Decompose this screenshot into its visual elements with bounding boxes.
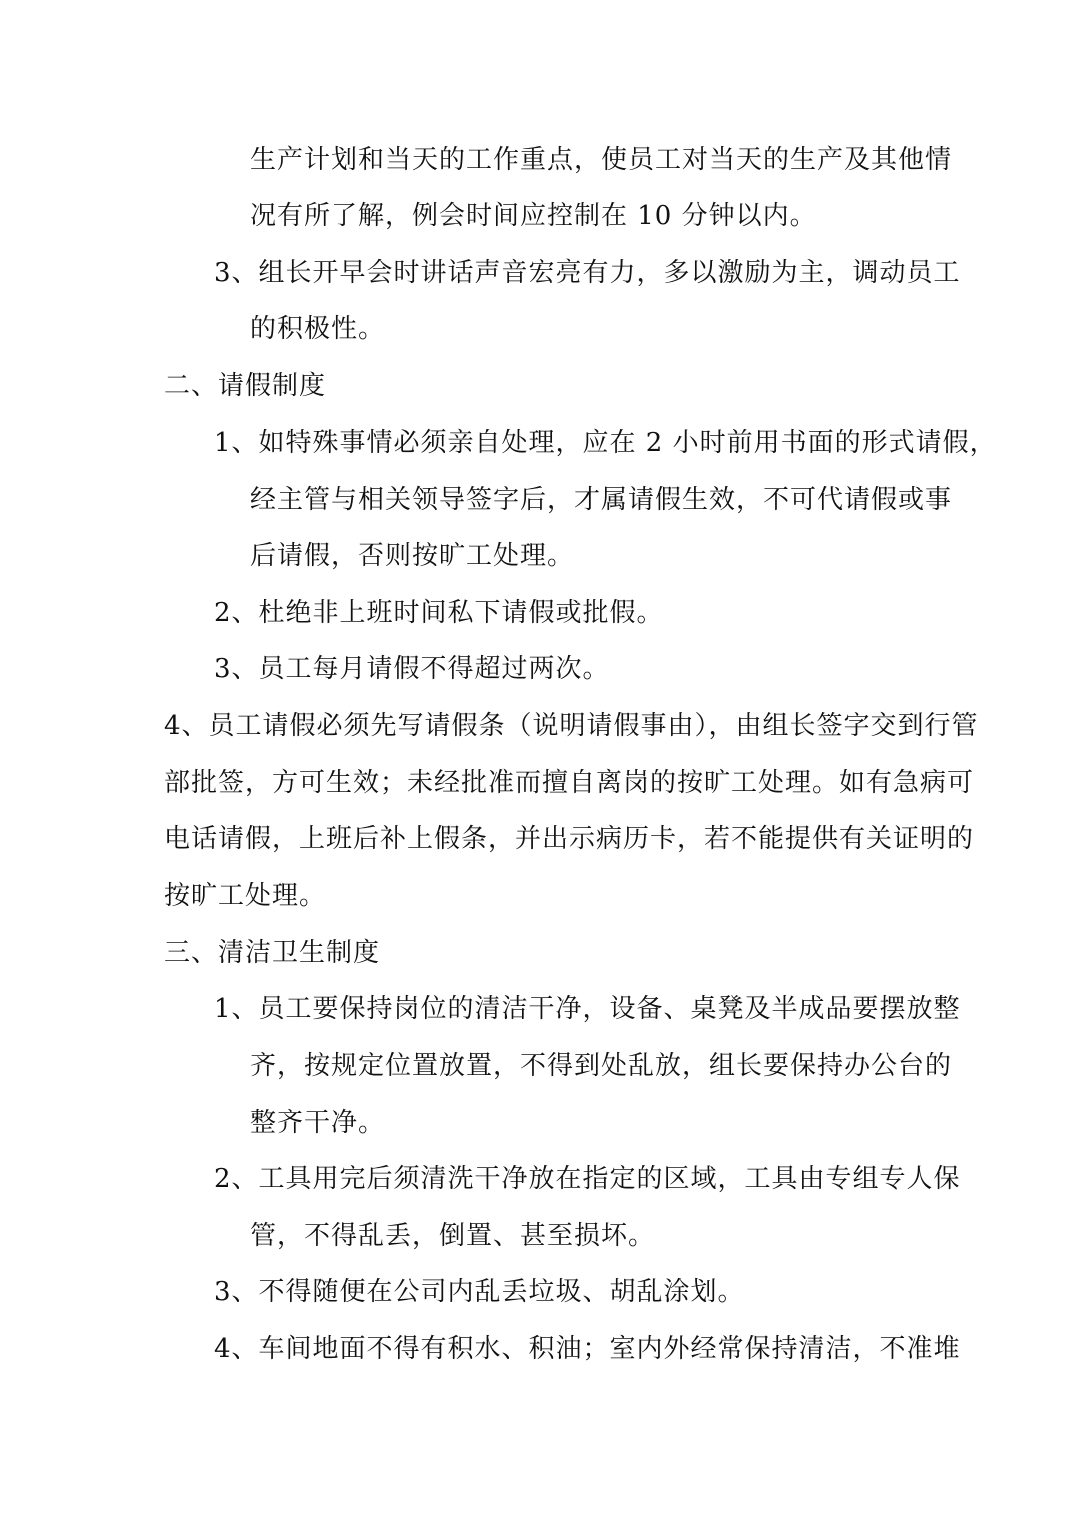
text-line: 2、杜绝非上班时间私下请假或批假。 (214, 598, 664, 628)
text-line: 生产计划和当天的工作重点，使员工对当天的生产及其他情 (250, 145, 953, 175)
text-line: 3、不得随便在公司内乱丢垃圾、胡乱涂划。 (214, 1277, 745, 1307)
text-line: 经主管与相关领导签字后，才属请假生效，不可代请假或事 (250, 485, 953, 515)
text-line: 4、员工请假必须先写请假条（说明请假事由），由组长签字交到行管 (164, 711, 979, 741)
text-line: 齐，按规定位置放置，不得到处乱放，组长要保持办公台的 (250, 1051, 953, 1081)
text-line: 1、员工要保持岗位的清洁干净，设备、桌凳及半成品要摆放整 (214, 994, 961, 1024)
text-line: 3、员工每月请假不得超过两次。 (214, 654, 610, 684)
text-line: 部批签，方可生效；未经批准而擅自离岗的按旷工处理。如有急病可 (164, 768, 975, 798)
text-line: 电话请假，上班后补上假条，并出示病历卡，若不能提供有关证明的 (164, 824, 975, 854)
text-line: 况有所了解，例会时间应控制在 10 分钟以内。 (250, 201, 817, 231)
text-line: 按旷工处理。 (164, 881, 327, 911)
text-line: 管，不得乱丢，倒置、甚至损坏。 (250, 1221, 656, 1251)
text-line: 1、如特殊事情必须亲自处理，应在 2 小时前用书面的形式请假， (214, 428, 997, 458)
text-line: 4、车间地面不得有积水、积油；室内外经常保持清洁，不准堆 (214, 1334, 961, 1364)
text-line: 3、组长开早会时讲话声音宏亮有力，多以激励为主，调动员工 (214, 258, 961, 288)
section-heading: 二、请假制度 (164, 371, 327, 401)
section-heading: 三、清洁卫生制度 (164, 938, 381, 968)
text-line: 整齐干净。 (250, 1108, 386, 1138)
text-line: 的积极性。 (250, 314, 386, 344)
text-line: 2、工具用完后须清洗干净放在指定的区域，工具由专组专人保 (214, 1164, 961, 1194)
text-line: 后请假，否则按旷工处理。 (250, 541, 575, 571)
